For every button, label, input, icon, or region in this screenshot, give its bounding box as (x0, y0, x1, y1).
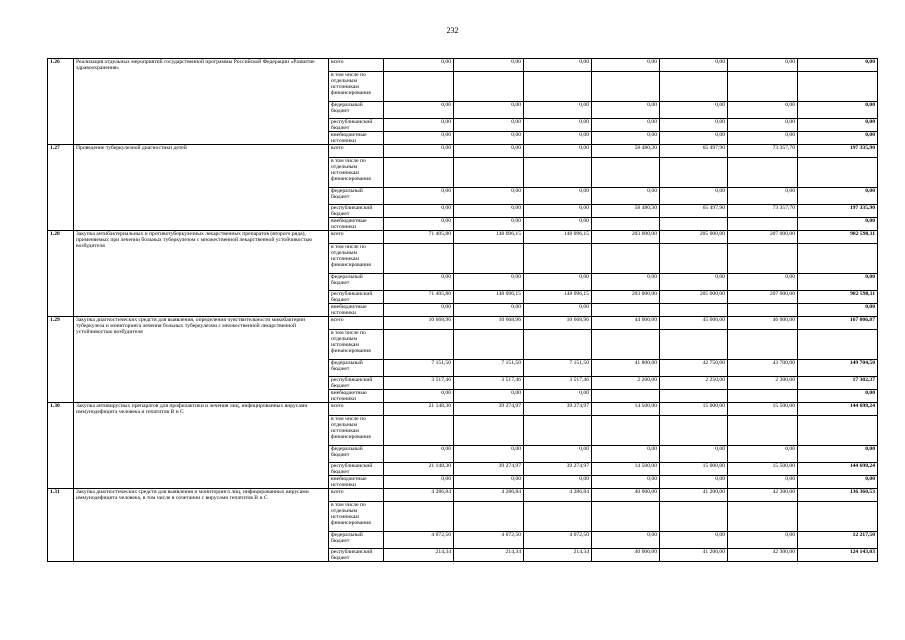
activity-name: Реализация отдельных мероприятий государственной программы Российской Федерации «Развитие здравоохранения» (74, 59, 329, 145)
total-cell: 144 698,24 (798, 463, 878, 476)
value-cell: 0,00 (524, 304, 592, 317)
value-cell: 205 000,00 (660, 231, 728, 244)
value-cell (524, 330, 592, 360)
value-cell: 0,00 (728, 102, 798, 119)
value-cell: 71 405,80 (384, 291, 454, 304)
value-cell (592, 502, 660, 532)
value-cell (660, 502, 728, 532)
value-cell: 14 500,00 (592, 403, 660, 416)
funding-source: внебюджетные источники (329, 390, 384, 403)
value-cell: 0,00 (454, 205, 524, 218)
value-cell: 46 000,00 (728, 317, 798, 330)
value-cell: 3 517,46 (454, 377, 524, 390)
value-cell: 214,34 (524, 549, 592, 562)
value-cell: 0,00 (384, 446, 454, 463)
funding-source: внебюджетные источники (329, 476, 384, 489)
value-cell: 7 151,50 (454, 360, 524, 377)
value-cell: 4 072,50 (384, 532, 454, 549)
value-cell: 148 096,15 (454, 231, 524, 244)
value-cell: 0,00 (384, 145, 454, 158)
value-cell (592, 304, 660, 317)
total-cell: 144 698,24 (798, 403, 878, 416)
value-cell: 0,00 (384, 390, 454, 403)
value-cell (524, 416, 592, 446)
value-cell: 214,34 (454, 549, 524, 562)
funding-source: республиканский бюджет (329, 119, 384, 132)
value-cell: 0,00 (660, 132, 728, 145)
total-cell (798, 502, 878, 532)
funding-source: в том числе по отдельным источникам финансирования (329, 244, 384, 274)
value-cell: 10 668,96 (524, 317, 592, 330)
value-cell: 21 148,30 (384, 463, 454, 476)
row-number: 1.30 (48, 403, 74, 489)
value-cell: 15 000,00 (660, 463, 728, 476)
value-cell: 0,00 (384, 132, 454, 145)
value-cell: 41 200,00 (660, 549, 728, 562)
funding-source: внебюджетные источники (329, 132, 384, 145)
value-cell (384, 416, 454, 446)
value-cell: 0,00 (592, 119, 660, 132)
value-cell (660, 304, 728, 317)
total-cell (798, 72, 878, 102)
funding-source: республиканский бюджет (329, 205, 384, 218)
value-cell: 15 500,00 (728, 403, 798, 416)
activity-name: Закупка антивирусных препаратов для профилактики и лечения лиц, инфицированных вирусами иммунодефицита человека и гепатитов В и С (74, 403, 329, 489)
activity-name: Проведение туберкулезной диагностики детей (74, 145, 329, 231)
value-cell: 7 151,50 (384, 360, 454, 377)
value-cell: 0,00 (384, 476, 454, 489)
value-cell: 0,00 (524, 132, 592, 145)
total-cell: 12 217,50 (798, 532, 878, 549)
total-cell: 0,00 (798, 304, 878, 317)
value-cell (728, 304, 798, 317)
funding-source: республиканский бюджет (329, 463, 384, 476)
value-cell: 0,00 (524, 119, 592, 132)
value-cell (728, 390, 798, 403)
value-cell: 39 274,97 (524, 463, 592, 476)
row-number: 1.28 (48, 231, 74, 317)
page-number: 232 (446, 26, 459, 35)
value-cell: 0,00 (454, 119, 524, 132)
value-cell: 44 000,00 (592, 317, 660, 330)
total-cell (798, 330, 878, 360)
row-number: 1.31 (48, 489, 74, 562)
value-cell: 0,00 (384, 119, 454, 132)
value-cell: 203 000,00 (592, 291, 660, 304)
total-cell: 197 335,90 (798, 145, 878, 158)
value-cell: 0,00 (524, 59, 592, 72)
value-cell (728, 416, 798, 446)
value-cell: 71 405,80 (384, 231, 454, 244)
value-cell: 0,00 (454, 102, 524, 119)
value-cell: 2 300,00 (728, 377, 798, 390)
value-cell: 0,00 (524, 390, 592, 403)
value-cell (728, 158, 798, 188)
value-cell: 0,00 (384, 188, 454, 205)
value-cell: 4 286,84 (524, 489, 592, 502)
value-cell (660, 416, 728, 446)
value-cell: 0,00 (660, 476, 728, 489)
funding-source: в том числе по отдельным источникам финансирования (329, 72, 384, 102)
value-cell (660, 158, 728, 188)
total-cell: 0,00 (798, 132, 878, 145)
total-cell: 0,00 (798, 446, 878, 463)
value-cell: 0,00 (728, 188, 798, 205)
funding-source: федеральный бюджет (329, 446, 384, 463)
value-cell: 58 480,30 (592, 145, 660, 158)
value-cell: 0,00 (454, 446, 524, 463)
value-cell: 0,00 (524, 218, 592, 231)
table-row (48, 145, 878, 158)
table-row (48, 489, 878, 502)
total-cell: 0,00 (798, 218, 878, 231)
value-cell (728, 244, 798, 274)
value-cell: 207 000,00 (728, 291, 798, 304)
funding-source: федеральный бюджет (329, 102, 384, 119)
value-cell: 0,00 (728, 274, 798, 291)
funding-source: всего (329, 403, 384, 416)
value-cell: 73 357,70 (728, 145, 798, 158)
value-cell (384, 158, 454, 188)
value-cell: 0,00 (524, 274, 592, 291)
value-cell (524, 244, 592, 274)
value-cell: 0,00 (592, 188, 660, 205)
value-cell: 0,00 (454, 274, 524, 291)
value-cell: 10 668,96 (454, 317, 524, 330)
total-cell: 17 302,37 (798, 377, 878, 390)
value-cell: 41 800,00 (592, 360, 660, 377)
value-cell (728, 502, 798, 532)
total-cell (798, 158, 878, 188)
value-cell (592, 244, 660, 274)
value-cell (592, 390, 660, 403)
value-cell: 65 497,90 (660, 145, 728, 158)
value-cell: 40 000,00 (592, 549, 660, 562)
value-cell (592, 158, 660, 188)
value-cell: 0,00 (384, 218, 454, 231)
value-cell (454, 72, 524, 102)
value-cell: 4 286,84 (454, 489, 524, 502)
value-cell (454, 330, 524, 360)
funding-source: в том числе по отдельным источникам финансирования (329, 416, 384, 446)
value-cell (454, 416, 524, 446)
value-cell: 0,00 (660, 532, 728, 549)
value-cell: 0,00 (660, 188, 728, 205)
funding-source: в том числе по отдельным источникам финансирования (329, 158, 384, 188)
value-cell: 148 096,15 (454, 291, 524, 304)
value-cell: 4 286,84 (384, 489, 454, 502)
value-cell: 0,00 (728, 476, 798, 489)
budget-table (47, 58, 878, 562)
value-cell (454, 502, 524, 532)
value-cell: 0,00 (384, 59, 454, 72)
activity-name: Закупка диагностических средств для выявления и мониторинга лиц, инфицированных вирусами иммунодефицита человека, в том числе в сочетании с вирусами гепатитов В и С (74, 489, 329, 562)
value-cell (384, 72, 454, 102)
value-cell: 2 250,00 (660, 377, 728, 390)
value-cell: 0,00 (384, 274, 454, 291)
value-cell: 4 072,50 (454, 532, 524, 549)
value-cell (592, 416, 660, 446)
funding-source: республиканский бюджет (329, 549, 384, 562)
table-row (48, 59, 878, 72)
value-cell: 0,00 (384, 205, 454, 218)
value-cell (660, 218, 728, 231)
value-cell: 0,00 (384, 304, 454, 317)
value-cell: 0,00 (592, 274, 660, 291)
value-cell (384, 502, 454, 532)
total-cell (798, 244, 878, 274)
total-cell: 0,00 (798, 59, 878, 72)
table-row (48, 317, 878, 330)
value-cell: 205 000,00 (660, 291, 728, 304)
value-cell: 14 500,00 (592, 463, 660, 476)
value-cell (660, 72, 728, 102)
value-cell: 15 500,00 (728, 463, 798, 476)
total-cell: 197 335,90 (798, 205, 878, 218)
total-cell: 136 360,53 (798, 489, 878, 502)
value-cell: 203 000,00 (592, 231, 660, 244)
value-cell (728, 330, 798, 360)
table-row (48, 403, 878, 416)
value-cell: 0,00 (592, 446, 660, 463)
total-cell: 0,00 (798, 274, 878, 291)
total-cell: 167 006,87 (798, 317, 878, 330)
row-number: 1.26 (48, 59, 74, 145)
value-cell: 0,00 (592, 532, 660, 549)
value-cell: 42 300,00 (728, 489, 798, 502)
value-cell: 7 151,50 (524, 360, 592, 377)
value-cell: 0,00 (660, 446, 728, 463)
value-cell: 214,34 (384, 549, 454, 562)
value-cell (660, 390, 728, 403)
value-cell (592, 330, 660, 360)
value-cell (592, 218, 660, 231)
value-cell: 3 517,46 (384, 377, 454, 390)
value-cell: 15 000,00 (660, 403, 728, 416)
value-cell: 0,00 (728, 446, 798, 463)
value-cell: 4 072,50 (524, 532, 592, 549)
value-cell: 42 300,00 (728, 549, 798, 562)
value-cell: 0,00 (524, 446, 592, 463)
value-cell (728, 72, 798, 102)
value-cell: 0,00 (454, 390, 524, 403)
value-cell: 0,00 (592, 59, 660, 72)
value-cell (454, 244, 524, 274)
funding-source: всего (329, 317, 384, 330)
value-cell: 207 000,00 (728, 231, 798, 244)
value-cell: 0,00 (524, 102, 592, 119)
total-cell: 0,00 (798, 390, 878, 403)
funding-source: республиканский бюджет (329, 291, 384, 304)
value-cell: 43 700,00 (728, 360, 798, 377)
value-cell: 21 148,30 (384, 403, 454, 416)
total-cell: 0,00 (798, 102, 878, 119)
funding-source: внебюджетные источники (329, 304, 384, 317)
activity-name: Закупка антибактериальных и противотуберкулезных лекарственных препаратов (второго ряда), применяемых при лечении больных туберкулезом с множественной лекарственной устойчивостью возбудителя (74, 231, 329, 317)
funding-source: в том числе по отдельным источникам финансирования (329, 330, 384, 360)
value-cell: 0,00 (454, 188, 524, 205)
row-number: 1.27 (48, 145, 74, 231)
value-cell: 0,00 (728, 532, 798, 549)
activity-name: Закупка диагностических средств для выявления, определения чувствительности микобактерии туберкулеза и мониторинга лечения больных туберкулезом с множественной лекарственной устойчивостью возбудителя (74, 317, 329, 403)
value-cell: 0,00 (454, 145, 524, 158)
value-cell (524, 72, 592, 102)
value-cell (524, 158, 592, 188)
value-cell: 0,00 (524, 205, 592, 218)
value-cell: 39 274,97 (454, 403, 524, 416)
total-cell: 149 704,50 (798, 360, 878, 377)
value-cell: 0,00 (592, 102, 660, 119)
funding-source: внебюджетные источники (329, 218, 384, 231)
total-cell: 124 143,03 (798, 549, 878, 562)
budget-table-body (48, 59, 878, 562)
value-cell: 2 200,00 (592, 377, 660, 390)
value-cell: 0,00 (660, 59, 728, 72)
value-cell: 0,00 (384, 102, 454, 119)
funding-source: всего (329, 231, 384, 244)
funding-source: всего (329, 489, 384, 502)
funding-source: федеральный бюджет (329, 274, 384, 291)
funding-source: федеральный бюджет (329, 188, 384, 205)
value-cell: 0,00 (454, 304, 524, 317)
value-cell (384, 244, 454, 274)
table-row (48, 231, 878, 244)
value-cell: 45 000,00 (660, 317, 728, 330)
total-cell: 982 598,11 (798, 231, 878, 244)
value-cell: 0,00 (592, 132, 660, 145)
funding-source: республиканский бюджет (329, 377, 384, 390)
value-cell: 0,00 (660, 119, 728, 132)
value-cell: 0,00 (454, 59, 524, 72)
value-cell: 3 517,46 (524, 377, 592, 390)
value-cell: 0,00 (454, 476, 524, 489)
value-cell: 0,00 (728, 59, 798, 72)
total-cell: 0,00 (798, 119, 878, 132)
value-cell: 0,00 (660, 102, 728, 119)
value-cell: 0,00 (454, 132, 524, 145)
value-cell: 0,00 (660, 274, 728, 291)
value-cell (384, 330, 454, 360)
value-cell: 39 274,97 (454, 463, 524, 476)
total-cell: 0,00 (798, 188, 878, 205)
total-cell: 0,00 (798, 476, 878, 489)
value-cell: 10 668,96 (384, 317, 454, 330)
funding-source: всего (329, 59, 384, 72)
value-cell (454, 158, 524, 188)
value-cell: 41 200,00 (660, 489, 728, 502)
value-cell (592, 72, 660, 102)
value-cell: 148 096,15 (524, 291, 592, 304)
value-cell: 0,00 (728, 132, 798, 145)
value-cell: 148 096,15 (524, 231, 592, 244)
value-cell: 0,00 (728, 119, 798, 132)
value-cell (524, 502, 592, 532)
value-cell: 0,00 (454, 218, 524, 231)
value-cell (660, 244, 728, 274)
value-cell: 58 480,30 (592, 205, 660, 218)
funding-source: федеральный бюджет (329, 360, 384, 377)
value-cell: 40 000,00 (592, 489, 660, 502)
total-cell: 982 598,11 (798, 291, 878, 304)
value-cell: 65 497,90 (660, 205, 728, 218)
value-cell (728, 218, 798, 231)
value-cell (660, 330, 728, 360)
value-cell: 42 750,00 (660, 360, 728, 377)
value-cell: 39 274,97 (524, 403, 592, 416)
row-number: 1.29 (48, 317, 74, 403)
funding-source: всего (329, 145, 384, 158)
value-cell: 0,00 (524, 145, 592, 158)
value-cell: 0,00 (524, 188, 592, 205)
value-cell: 73 357,70 (728, 205, 798, 218)
funding-source: федеральный бюджет (329, 532, 384, 549)
total-cell (798, 416, 878, 446)
value-cell: 0,00 (524, 476, 592, 489)
funding-source: в том числе по отдельным источникам финансирования (329, 502, 384, 532)
value-cell: 0,00 (592, 476, 660, 489)
